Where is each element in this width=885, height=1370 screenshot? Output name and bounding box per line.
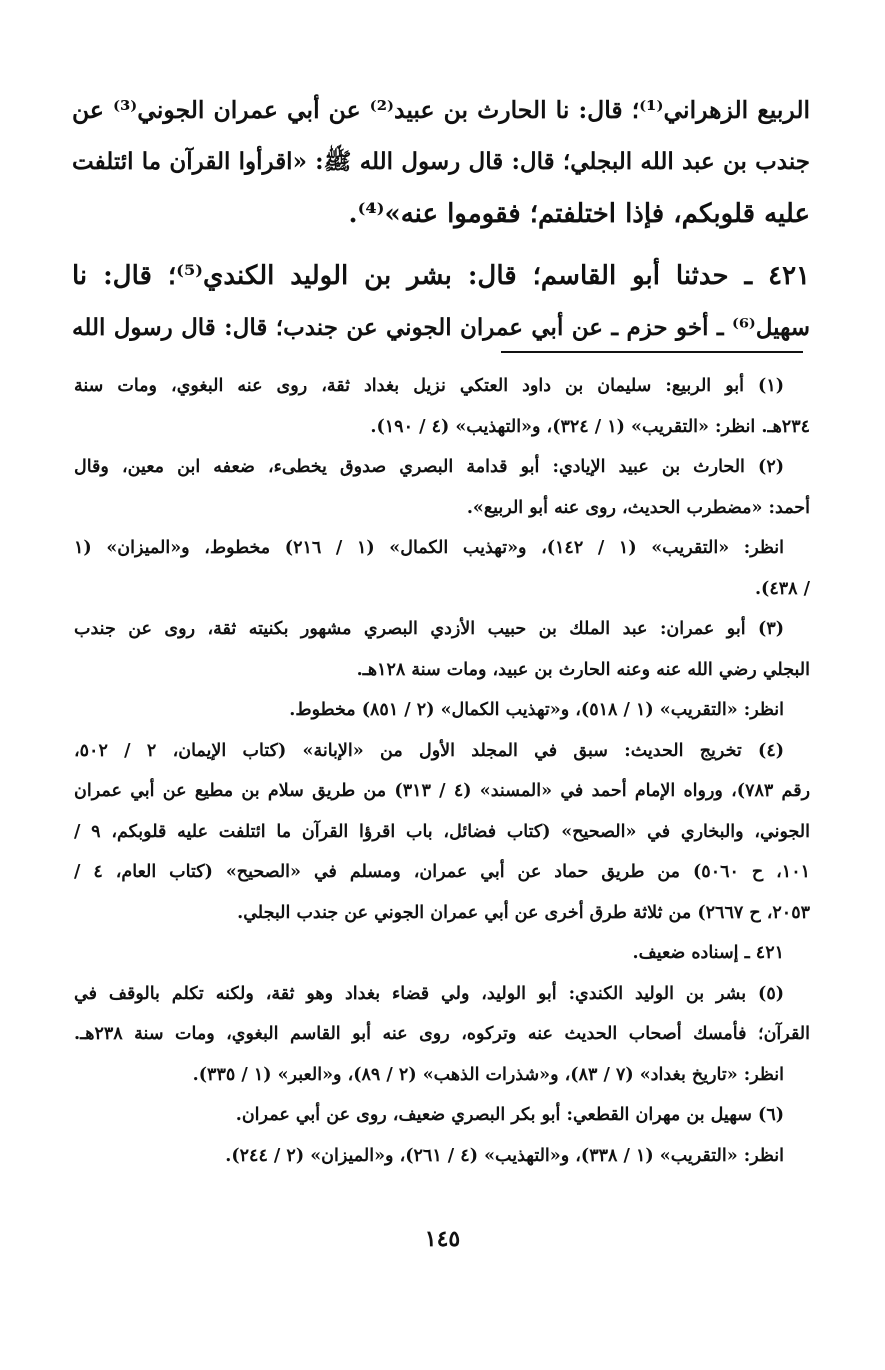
footnote-line: انظر: «التقريب» (١ / ١٤٢)، و«تهذيب الكمال» (١ / ٢١٦) مخطوط، و«الميزان» (١ bbox=[74, 538, 785, 558]
footnote-line: القرآن؛ فأمسك أصحاب الحديث عنه وتركوه، روى عنه أبو القاسم البغوي، ومات سنة ٢٣٨هـ. bbox=[74, 1024, 810, 1044]
footnote-line: رقم ٧٨٣)، ورواه الإمام أحمد في «المسند» (٤ / ٣١٣) من طريق سلام بن مطيع عن أبي عمران bbox=[74, 781, 811, 801]
footnote-line: ٢٣٤هـ. انظر: «التقريب» (١ / ٣٢٤)، و«التهذيب» (٤ / ١٩٠). bbox=[370, 416, 810, 437]
footnote-line: الجوني، والبخاري في «الصحيح» (كتاب فضائل، باب اقرؤا القرآن ما ائتلفت عليه قلوبكم، ٩ / bbox=[74, 821, 810, 842]
footnote-line: البجلي رضي الله عنه وعنه الحارث بن عبيد، ومات سنة ١٢٨هـ. bbox=[356, 659, 810, 680]
footnote-line: (٤) تخريج الحديث: سبق في المجلد الأول من «الإبانة» (كتاب الإيمان، ٢ / ٥٠٢، bbox=[74, 740, 785, 761]
footnote-line: ٤٢١ ـ إسناده ضعيف. bbox=[632, 943, 784, 963]
footnote-line: أحمد: «مضطرب الحديث، روى عنه أبو الربيع». bbox=[466, 497, 810, 518]
main-line: عليه قلوبكم، فإذا اختلفتم؛ فقوموا عنه»⁽⁴⁾. bbox=[348, 199, 810, 229]
footnote-line: (٢) الحارث بن عبيد الإيادي: أبو قدامة البصري صدوق يخطىء، ضعفه ابن معين، وقال bbox=[74, 457, 784, 477]
main-line: الربيع الزهراني⁽¹⁾؛ قال: نا الحارث بن عبيد⁽²⁾ عن أبي عمران الجوني⁽³⁾ عن bbox=[72, 96, 811, 124]
footnote-line: انظر: «التقريب» (١ / ٥١٨)، و«تهذيب الكمال» (٢ / ٨٥١) مخطوط. bbox=[289, 700, 784, 720]
main-line: ٤٢١ ـ حدثنا أبو القاسم؛ قال: بشر بن الوليد الكندي⁽⁵⁾؛ قال: نا bbox=[72, 261, 811, 291]
page-number: ١٤٥ bbox=[424, 1226, 461, 1252]
main-text bbox=[72, 84, 810, 354]
footnote-line: (٦) سهيل بن مهران القطعي: أبو بكر البصري ضعيف، روى عن أبي عمران. bbox=[235, 1105, 784, 1125]
footnote-line: ١٠١، ح ٥٠٦٠) من طريق حماد عن أبي عمران، ومسلم في «الصحيح» (كتاب العام، ٤ / bbox=[74, 862, 810, 882]
footnote-line: (١) أبو الربيع: سليمان بن داود العتكي نزيل بغداد ثقة، روى عنه البغوي، ومات سنة bbox=[74, 376, 784, 396]
footnote-line: / ٤٣٨). bbox=[754, 578, 810, 599]
footnotes bbox=[74, 366, 810, 1176]
footnote-line: (٣) أبو عمران: عبد الملك بن حبيب الأزدي البصري مشهور بكنيته ثقة، روى عن جندب bbox=[74, 619, 784, 639]
footnote-line: ٢٠٥٣، ح ٢٦٦٧) من ثلاثة طرق أخرى عن أبي عمران الجوني عن جندب البجلي. bbox=[237, 902, 810, 923]
footnote-line: انظر: «تاريخ بغداد» (٧ / ٨٣)، و«شذرات الذهب» (٢ / ٨٩)، و«العبر» (١ / ٣٣٥). bbox=[192, 1064, 784, 1085]
main-line: سهيل⁽⁶⁾ ـ أخو حزم ـ عن أبي عمران الجوني عن جندب؛ قال: قال رسول الله bbox=[72, 314, 810, 341]
main-line: جندب بن عبد الله البجلي؛ قال: قال رسول الله ﷺ: «اقرأوا القرآن ما ائتلفت bbox=[72, 148, 810, 175]
footnote-divider bbox=[501, 351, 803, 353]
footnote-line: انظر: «التقريب» (١ / ٣٣٨)، و«التهذيب» (٤ / ٢٦١)، و«الميزان» (٢ / ٢٤٤). bbox=[225, 1145, 784, 1166]
footnote-line: (٥) بشر بن الوليد الكندي: أبو الوليد، ولي قضاء بغداد وهو ثقة، ولكنه تكلم بالوقف في bbox=[74, 983, 784, 1004]
